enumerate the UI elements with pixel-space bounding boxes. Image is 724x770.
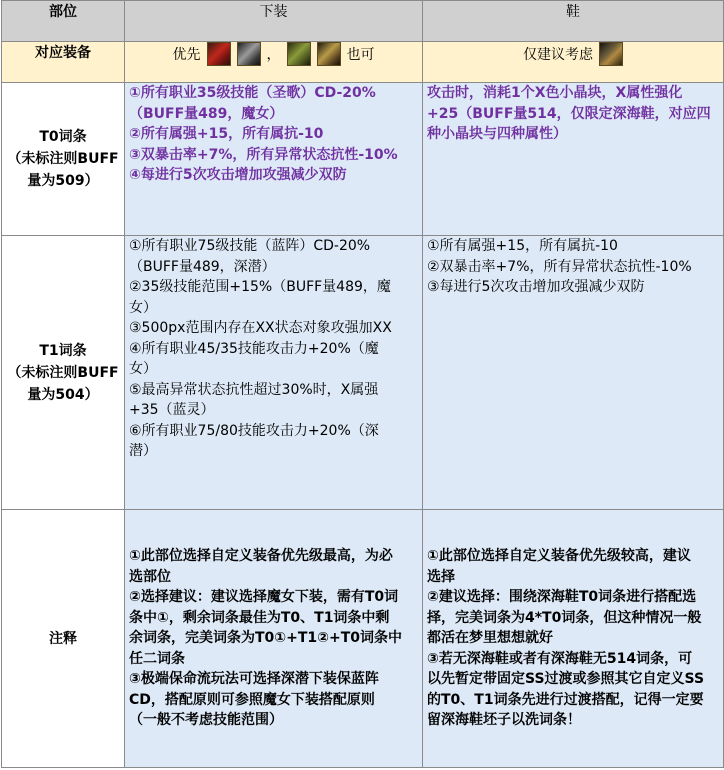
header-shoes: 鞋	[423, 1, 724, 42]
equipment-label: 对应装备	[2, 42, 125, 83]
notes-pants-line: 余词条，完美词条为T0①+T1②+T0词条中	[129, 630, 403, 647]
t0-label	[2, 83, 125, 236]
t1-pants-line: （BUFF量489，深潜）	[129, 258, 276, 275]
silver-armor-icon	[237, 42, 261, 66]
t1-label-line: （未标注则BUFF	[7, 364, 119, 381]
equipment-row	[2, 42, 724, 83]
t0-label-line: 量为509）	[27, 173, 99, 189]
t1-shoes-line: ①所有属强+15，所有属抗-10	[427, 238, 618, 254]
equipment-affix-table	[1, 0, 724, 768]
notes-shoes-line: 留深海鞋坯子以洗词条！	[427, 712, 581, 729]
notes-shoes-cell	[423, 510, 724, 768]
t0-pants-line: （BUFF量489，魔女）	[129, 105, 284, 122]
shoes-equipment-cell	[423, 42, 724, 83]
t0-pants-line: ②所有属强+15，所有属抗-10	[129, 126, 324, 142]
t0-pants-cell	[125, 83, 423, 236]
notes-pants-line: ③极端保命流玩法可选择深潜下装保蓝阵	[129, 671, 379, 688]
t0-pants-line: ①所有职业35级技能（圣歌）CD-20%	[129, 85, 376, 101]
t1-pants-line: ②35级技能范围+15%（BUFF量489，魔	[129, 279, 391, 295]
pants-equipment-cell	[125, 42, 423, 83]
t1-pants-cell	[125, 236, 423, 510]
t1-label-line: T1词条	[39, 342, 87, 359]
t1-pants-line: ⑤最高异常状态抗性超过30%时，X属强	[129, 381, 379, 398]
deep-sea-shoe-icon	[599, 42, 623, 66]
t0-pants-line: ④每进行5次攻击增加攻强减少双防	[129, 167, 347, 183]
notes-shoes-line: 都活在梦里想想就好	[427, 630, 553, 647]
notes-shoes-line: 的T0、T1词条先进行过渡搭配，记得一定要	[427, 691, 704, 708]
t1-pants-line: 女）	[129, 361, 157, 377]
t1-shoes-cell	[423, 236, 724, 510]
t0-shoes-cell	[423, 83, 724, 236]
t0-shoes-line: +25（BUFF量514，仅限定深海鞋，对应四	[427, 105, 711, 122]
notes-pants-line: CD，搭配原则可参照魔女下装搭配原则	[129, 691, 375, 708]
notes-shoes-line: ②建议选择：围绕深海鞋T0词条进行搭配选	[427, 589, 697, 606]
pants-prefix: 优先	[172, 47, 201, 63]
shoes-text: 仅建议考虑	[523, 47, 593, 63]
notes-pants-line: （一般不考虑技能范围）	[129, 712, 283, 729]
t1-pants-line: ①所有职业75级技能（蓝阵）CD-20%	[129, 238, 371, 254]
notes-row	[2, 510, 724, 768]
notes-shoes-line: 以先暂定带固定SS过渡或参照其它自定义SS	[427, 671, 705, 688]
t0-label-line: （未标注则BUFF	[7, 151, 119, 167]
t0-shoes-line: 攻击时，消耗1个X色小晶块，X属性强化	[427, 85, 683, 101]
notes-pants-line: 选部位	[129, 568, 171, 585]
notes-shoes-line: ③若无深海鞋或者有深海鞋无514词条，可	[427, 650, 693, 667]
t1-label	[2, 236, 125, 510]
t0-label-line: T0词条	[39, 129, 87, 145]
t1-pants-line: 潜）	[129, 443, 157, 459]
t1-pants-line: +35（蓝灵）	[129, 402, 215, 418]
header-pants: 下装	[125, 1, 423, 42]
notes-shoes-line: 择，完美词条为4*T0词条，但这种情况一般	[427, 609, 702, 626]
t1-pants-line: 女）	[129, 299, 157, 316]
notes-shoes-line: 选择	[427, 568, 455, 585]
notes-pants-line: 条中①，剩余词条最佳为T0、T1词条中剩	[129, 609, 390, 626]
t0-shoes-line: 种小晶块与四种属性）	[427, 126, 567, 142]
t1-label-line: 量为504）	[27, 386, 99, 403]
red-armor-icon	[207, 42, 231, 66]
notes-pants-line: ②选择建议：建议选择魔女下装，需有T0词	[129, 589, 399, 606]
header-row	[2, 1, 724, 42]
gold-armor-icon	[317, 42, 341, 66]
notes-pants-line: 任二词条	[129, 650, 185, 667]
header-part: 部位	[2, 1, 125, 42]
notes-shoes-line: ①此部位选择自定义装备优先级较高，建议	[427, 548, 691, 565]
pants-suffix: 也可	[346, 47, 375, 63]
notes-pants-line: ①此部位选择自定义装备优先级最高，为必	[129, 548, 393, 565]
t1-shoes-line: ③每进行5次攻击增加攻强减少双防	[427, 279, 645, 295]
t1-pants-line: ⑥所有职业75/80技能攻击力+20%（深	[129, 422, 379, 439]
t1-row	[2, 236, 724, 510]
t1-pants-line: ④所有职业45/35技能攻击力+20%（魔	[129, 340, 379, 357]
notes-label: 注释	[2, 510, 125, 768]
t1-pants-line: ③500px范围内存在XX状态对象攻强加XX	[129, 320, 392, 336]
pants-separator: ，	[266, 47, 281, 63]
green-armor-icon	[287, 42, 311, 66]
t0-pants-line: ③双暴击率+7%，所有异常状态抗性-10%	[129, 146, 398, 163]
notes-pants-cell	[125, 510, 423, 768]
t0-row	[2, 83, 724, 236]
t1-shoes-line: ②双暴击率+7%，所有异常状态抗性-10%	[427, 258, 692, 275]
